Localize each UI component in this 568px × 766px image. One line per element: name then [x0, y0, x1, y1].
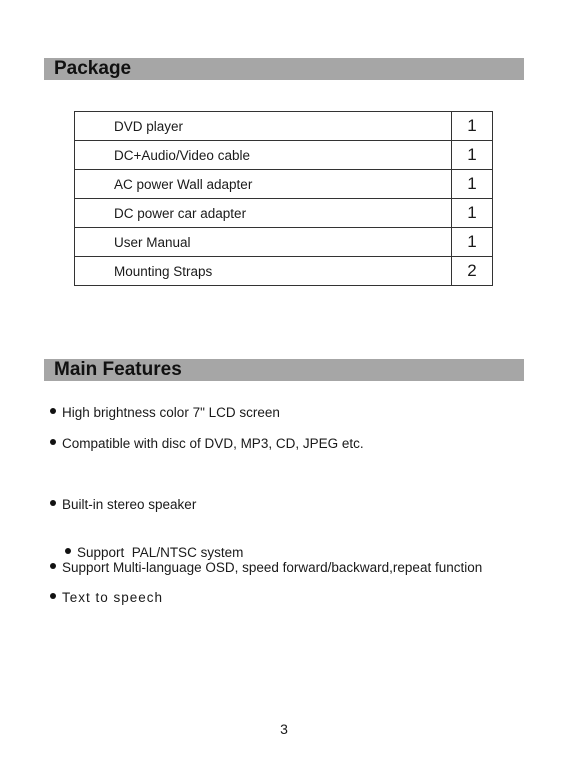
list-item: [50, 560, 482, 576]
bullet-icon: [50, 500, 56, 506]
table-row: [75, 199, 493, 228]
table-row: [75, 257, 493, 286]
list-item: [50, 590, 163, 606]
table-row: [75, 170, 493, 199]
item-name: User Manual: [75, 228, 452, 257]
item-quantity: 1: [452, 112, 493, 141]
table-row: [75, 228, 493, 257]
item-name: DVD player: [75, 112, 452, 141]
table-row: [75, 141, 493, 170]
list-item: [50, 405, 280, 421]
feature-text: Compatible with disc of DVD, MP3, CD, JPEG etc.: [62, 436, 364, 451]
bullet-icon: [50, 563, 56, 569]
bullet-icon: [50, 408, 56, 414]
list-item: [50, 497, 196, 513]
item-name: DC power car adapter: [75, 199, 452, 228]
feature-text: Text to speech: [62, 590, 164, 605]
item-quantity: 1: [452, 141, 493, 170]
list-item: [50, 436, 364, 452]
feature-text: Support Multi-language OSD, speed forward/backward,repeat function: [62, 560, 483, 575]
main-features-heading: Main Features: [44, 359, 524, 381]
table-row: [75, 112, 493, 141]
feature-text: Support PAL/NTSC system: [77, 545, 244, 560]
item-quantity: 2: [452, 257, 493, 286]
item-name: Mounting Straps: [75, 257, 452, 286]
package-heading: Package: [44, 58, 524, 80]
feature-text: Built-in stereo speaker: [62, 497, 197, 512]
item-name: AC power Wall adapter: [75, 170, 452, 199]
item-name: DC+Audio/Video cable: [75, 141, 452, 170]
feature-text: High brightness color 7" LCD screen: [62, 405, 280, 420]
bullet-icon: [50, 439, 56, 445]
item-quantity: 1: [452, 170, 493, 199]
item-quantity: 1: [452, 228, 493, 257]
package-table: [74, 111, 493, 286]
bullet-icon: [50, 593, 56, 599]
item-quantity: 1: [452, 199, 493, 228]
bullet-icon: [65, 548, 71, 554]
page-number: 3: [280, 721, 288, 737]
